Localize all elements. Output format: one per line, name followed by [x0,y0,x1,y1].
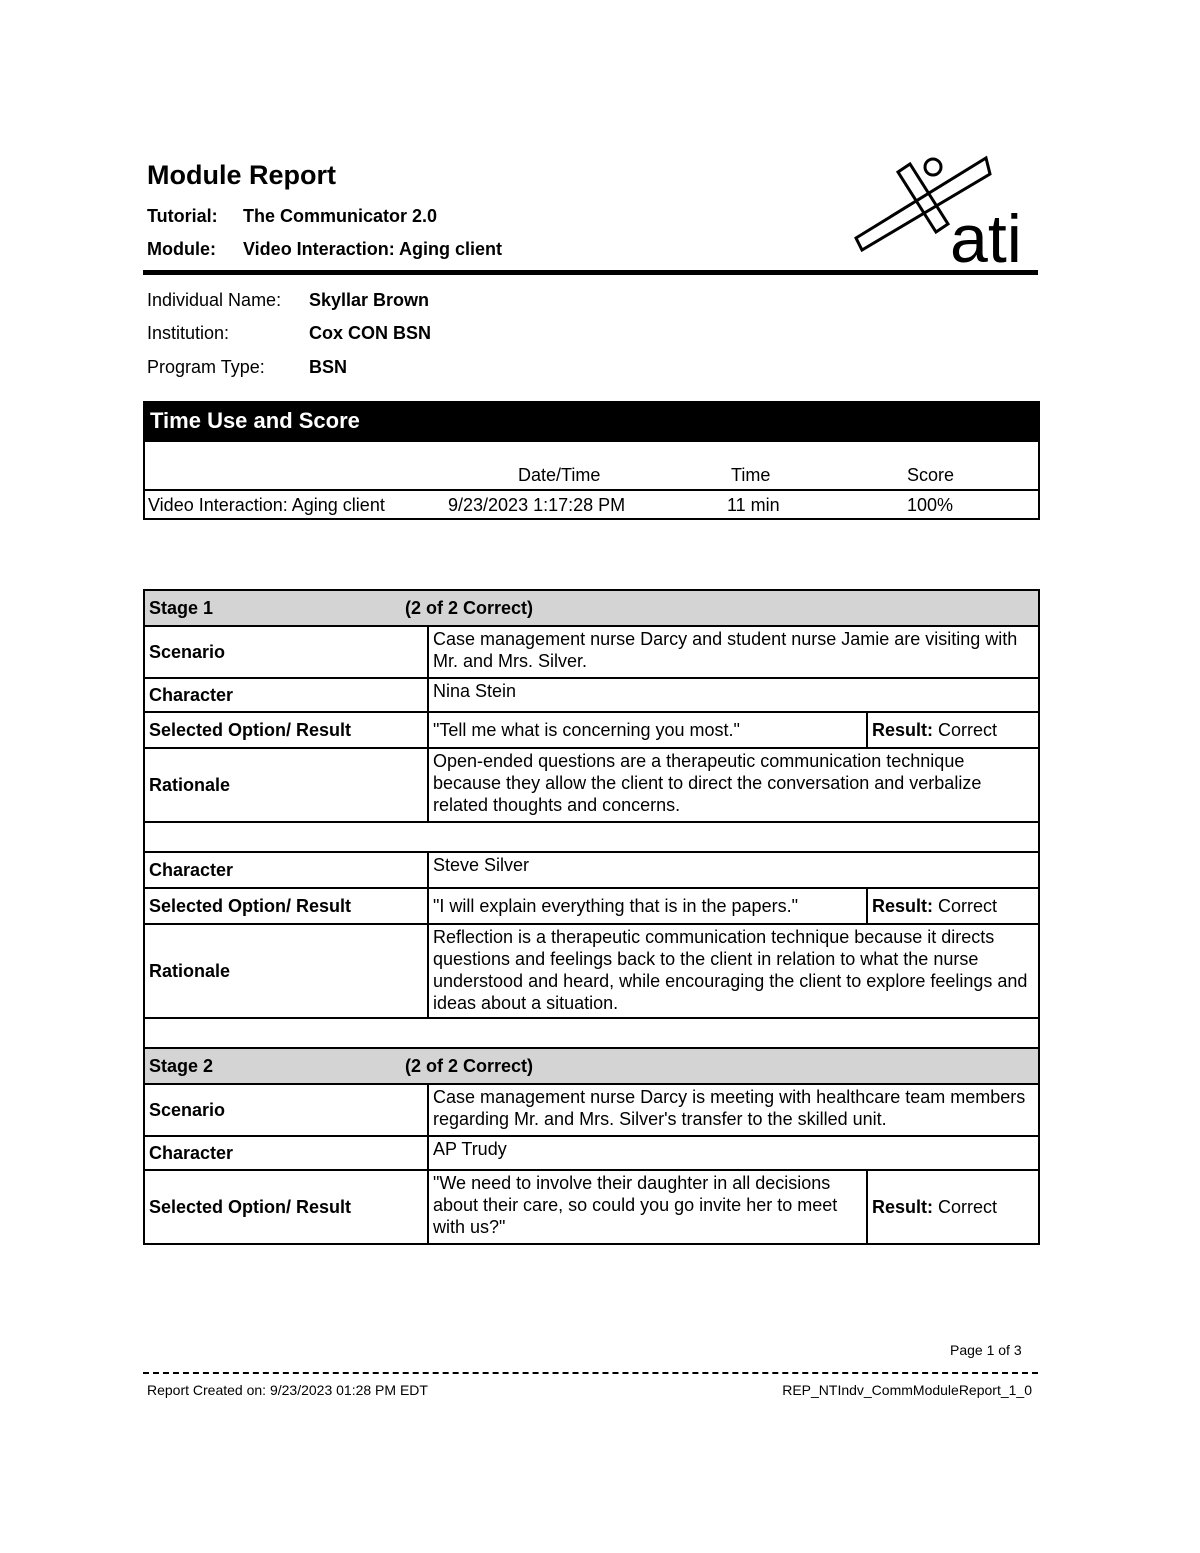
row-time: 11 min [727,495,780,515]
result-value: Correct [938,1197,998,1217]
result-cell [867,888,1039,924]
rationale-text: Open-ended questions are a therapeutic communication technique because they allow the client to direct the conversation and verbalize related thoughts and concerns. [428,748,1039,822]
stage-title: Stage 2 [149,1056,214,1076]
time-use-heading: Time Use and Score [145,403,1038,442]
scenario-label: Scenario [144,626,428,678]
character-value: Nina Stein [428,678,1039,712]
option-value: "We need to involve their daughter in all decisions about their care, so could you go invite her to meet with us?" [428,1170,867,1244]
option-label: Selected Option/ Result [144,1170,428,1244]
result-value: Correct [938,896,998,916]
info-value: Cox CON BSN [309,323,432,343]
table-row [144,712,1039,748]
time-use-section [143,401,1040,520]
table-row [144,852,1039,888]
stage-header-row [144,1048,1039,1084]
stage-title: Stage 1 [149,598,214,618]
tutorial-label: Tutorial: [147,206,218,226]
scenario-text: Case management nurse Darcy is meeting with healthcare team members regarding Mr. and Mrs. Silver's transfer to the skilled unit. [428,1084,1039,1136]
info-value: BSN [309,357,348,377]
info-value: Skyllar Brown [309,290,430,310]
tutorial-row [147,206,437,227]
header-rule [143,270,1038,275]
row-datetime: 9/23/2023 1:17:28 PM [448,495,626,515]
row-score: 100% [907,495,954,515]
table-row [144,1084,1039,1136]
ati-logo [852,150,1042,268]
col-datetime: Date/Time [518,465,601,485]
table-row [144,748,1039,822]
character-label: Character [144,678,428,712]
result-label: Result: [872,720,934,740]
stage-header-row [144,590,1039,626]
module-label: Module: [147,239,216,259]
character-value: AP Trudy [428,1136,1039,1170]
table-row [144,678,1039,712]
info-row-name [147,290,429,311]
tutorial-value: The Communicator 2.0 [243,206,438,226]
table-row [144,626,1039,678]
info-label: Program Type: [147,357,265,377]
spacer-cell [144,822,1039,852]
option-value: "Tell me what is concerning you most." [428,712,867,748]
rationale-text: Reflection is a therapeutic communication technique because it directs questions and feelings back to the client in relation to what the nurse understood and heard, while encouraging the client to explore feelings and ideas about a situation. [428,924,1039,1018]
col-time: Time [731,465,771,485]
character-label: Character [144,852,428,888]
row-name: Video Interaction: Aging client [148,495,385,515]
logo-text: ati [950,201,1022,268]
module-value: Video Interaction: Aging client [243,239,503,259]
info-label: Institution: [147,323,230,343]
page-number: Page 1 of 3 [950,1342,1022,1358]
stage-header [144,1048,1039,1084]
table-row [144,1136,1039,1170]
table-row [144,1170,1039,1244]
result-label: Result: [872,896,934,916]
rationale-label: Rationale [144,924,428,1018]
info-label: Individual Name: [147,290,282,310]
result-cell [867,1170,1039,1244]
result-cell [867,712,1039,748]
rationale-label: Rationale [144,748,428,822]
spacer-cell [144,1018,1039,1048]
spacer-row [144,1018,1039,1048]
info-row-program [147,357,347,378]
stage-header [144,590,1039,626]
character-label: Character [144,1136,428,1170]
result-label: Result: [872,1197,934,1217]
option-label: Selected Option/ Result [144,888,428,924]
module-row [147,239,502,260]
time-use-divider [145,489,1038,491]
character-value: Steve Silver [428,852,1039,888]
stage-correct: (2 of 2 Correct) [405,598,534,618]
spacer-row [144,822,1039,852]
stages-table [143,589,1040,1245]
scenario-label: Scenario [144,1084,428,1136]
scenario-text: Case management nurse Darcy and student nurse Jamie are visiting with Mr. and Mrs. Silver. [428,626,1039,678]
table-row [144,924,1039,1018]
table-row [144,888,1039,924]
page-title: Module Report [147,160,336,190]
report-created: Report Created on: 9/23/2023 01:28 PM EDT [147,1382,428,1398]
info-row-institution [147,323,431,344]
option-value: "I will explain everything that is in the papers." [428,888,867,924]
report-id: REP_NTIndv_CommModuleReport_1_0 [782,1382,1032,1398]
stage-correct: (2 of 2 Correct) [405,1056,534,1076]
footer-divider [143,1372,1038,1374]
option-label: Selected Option/ Result [144,712,428,748]
col-score: Score [907,465,955,485]
result-value: Correct [938,720,998,740]
